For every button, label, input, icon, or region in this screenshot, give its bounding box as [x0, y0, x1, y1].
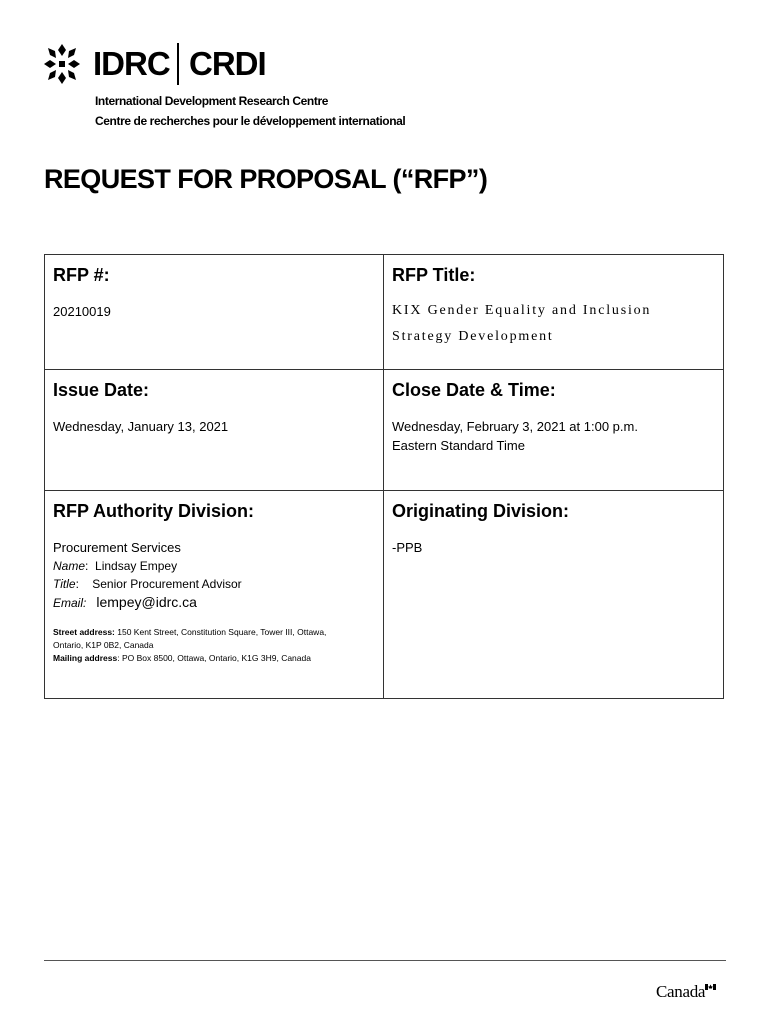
authority-division-cell: [45, 491, 384, 699]
mailing-address-key: Mailing address: [53, 653, 118, 663]
canada-flag-icon: [705, 984, 716, 990]
originating-division-label: Originating Division:: [392, 501, 570, 521]
close-date-line-1: Wednesday, February 3, 2021 at 1:00 p.m.: [392, 419, 638, 434]
rfp-title-cell: [384, 255, 724, 370]
address-block: [53, 626, 375, 665]
issue-date-label: Issue Date:: [53, 380, 150, 400]
org-name-french: Centre de recherches pour le développement international: [95, 114, 406, 128]
logo-divider: [177, 43, 179, 85]
contact-title-value: Senior Procurement Advisor: [92, 577, 242, 591]
originating-division-cell: [384, 491, 724, 699]
logo-crdi-text: CRDI: [189, 45, 266, 82]
contact-name-value: Lindsay Empey: [95, 559, 178, 573]
street-address-line-1: [53, 626, 375, 639]
rfp-number-label: RFP #:: [53, 265, 110, 285]
contact-name-line: Name: Lindsay Empey: [53, 559, 178, 573]
rfp-title-label: RFP Title:: [392, 265, 476, 285]
table-row: [45, 370, 724, 491]
close-date-label: Close Date & Time:: [392, 380, 556, 400]
rfp-number-cell: [45, 255, 384, 370]
rfp-info-table: [44, 254, 724, 699]
mailing-address-value: : PO Box 8500, Ottawa, Ontario, K1G 3H9, Canada: [117, 653, 311, 663]
contact-title-line: Title: Senior Procurement Advisor: [53, 577, 242, 591]
close-date-cell: [384, 370, 724, 491]
table-row: [45, 255, 724, 370]
rfp-title-line-2: Strategy Development: [392, 329, 554, 344]
document-title: REQUEST FOR PROPOSAL (“RFP”): [44, 164, 488, 194]
rfp-title-line-1: KIX Gender Equality and Inclusion: [392, 303, 652, 318]
rfp-title-value: [392, 298, 715, 350]
table-row: [45, 491, 724, 699]
street-address-value: 150 Kent Street, Constitution Square, Tower III, Ottawa,: [114, 627, 327, 637]
canada-wordmark: Canada: [656, 982, 706, 1001]
mailing-address-line: [53, 652, 375, 665]
originating-division-value: -PPB: [392, 540, 423, 555]
issue-date-cell: [45, 370, 384, 491]
contact-email-key: Email:: [53, 596, 87, 610]
organization-logo: [42, 40, 422, 130]
authority-division-value: Procurement Services: [53, 540, 181, 555]
close-date-line-2: Eastern Standard Time: [392, 438, 525, 453]
street-address-line-2: Ontario, K1P 0B2, Canada: [53, 640, 154, 650]
street-address-key: Street address:: [53, 627, 115, 637]
rfp-number-value: 20210019: [53, 304, 111, 319]
logo-idrc-text: IDRC: [93, 45, 170, 82]
issue-date-value: Wednesday, January 13, 2021: [53, 419, 229, 434]
footer-divider: [44, 960, 726, 961]
contact-name-key: Name: [53, 559, 86, 573]
contact-email-link[interactable]: lempey@idrc.ca: [96, 594, 197, 610]
contact-email-line: [53, 593, 375, 612]
authority-division-label: RFP Authority Division:: [53, 501, 255, 521]
contact-title-key: Title: [53, 577, 76, 591]
idrc-logo-mark-icon: [42, 42, 82, 86]
org-name-english: International Development Research Centre: [95, 94, 329, 108]
close-date-value: [392, 417, 715, 455]
